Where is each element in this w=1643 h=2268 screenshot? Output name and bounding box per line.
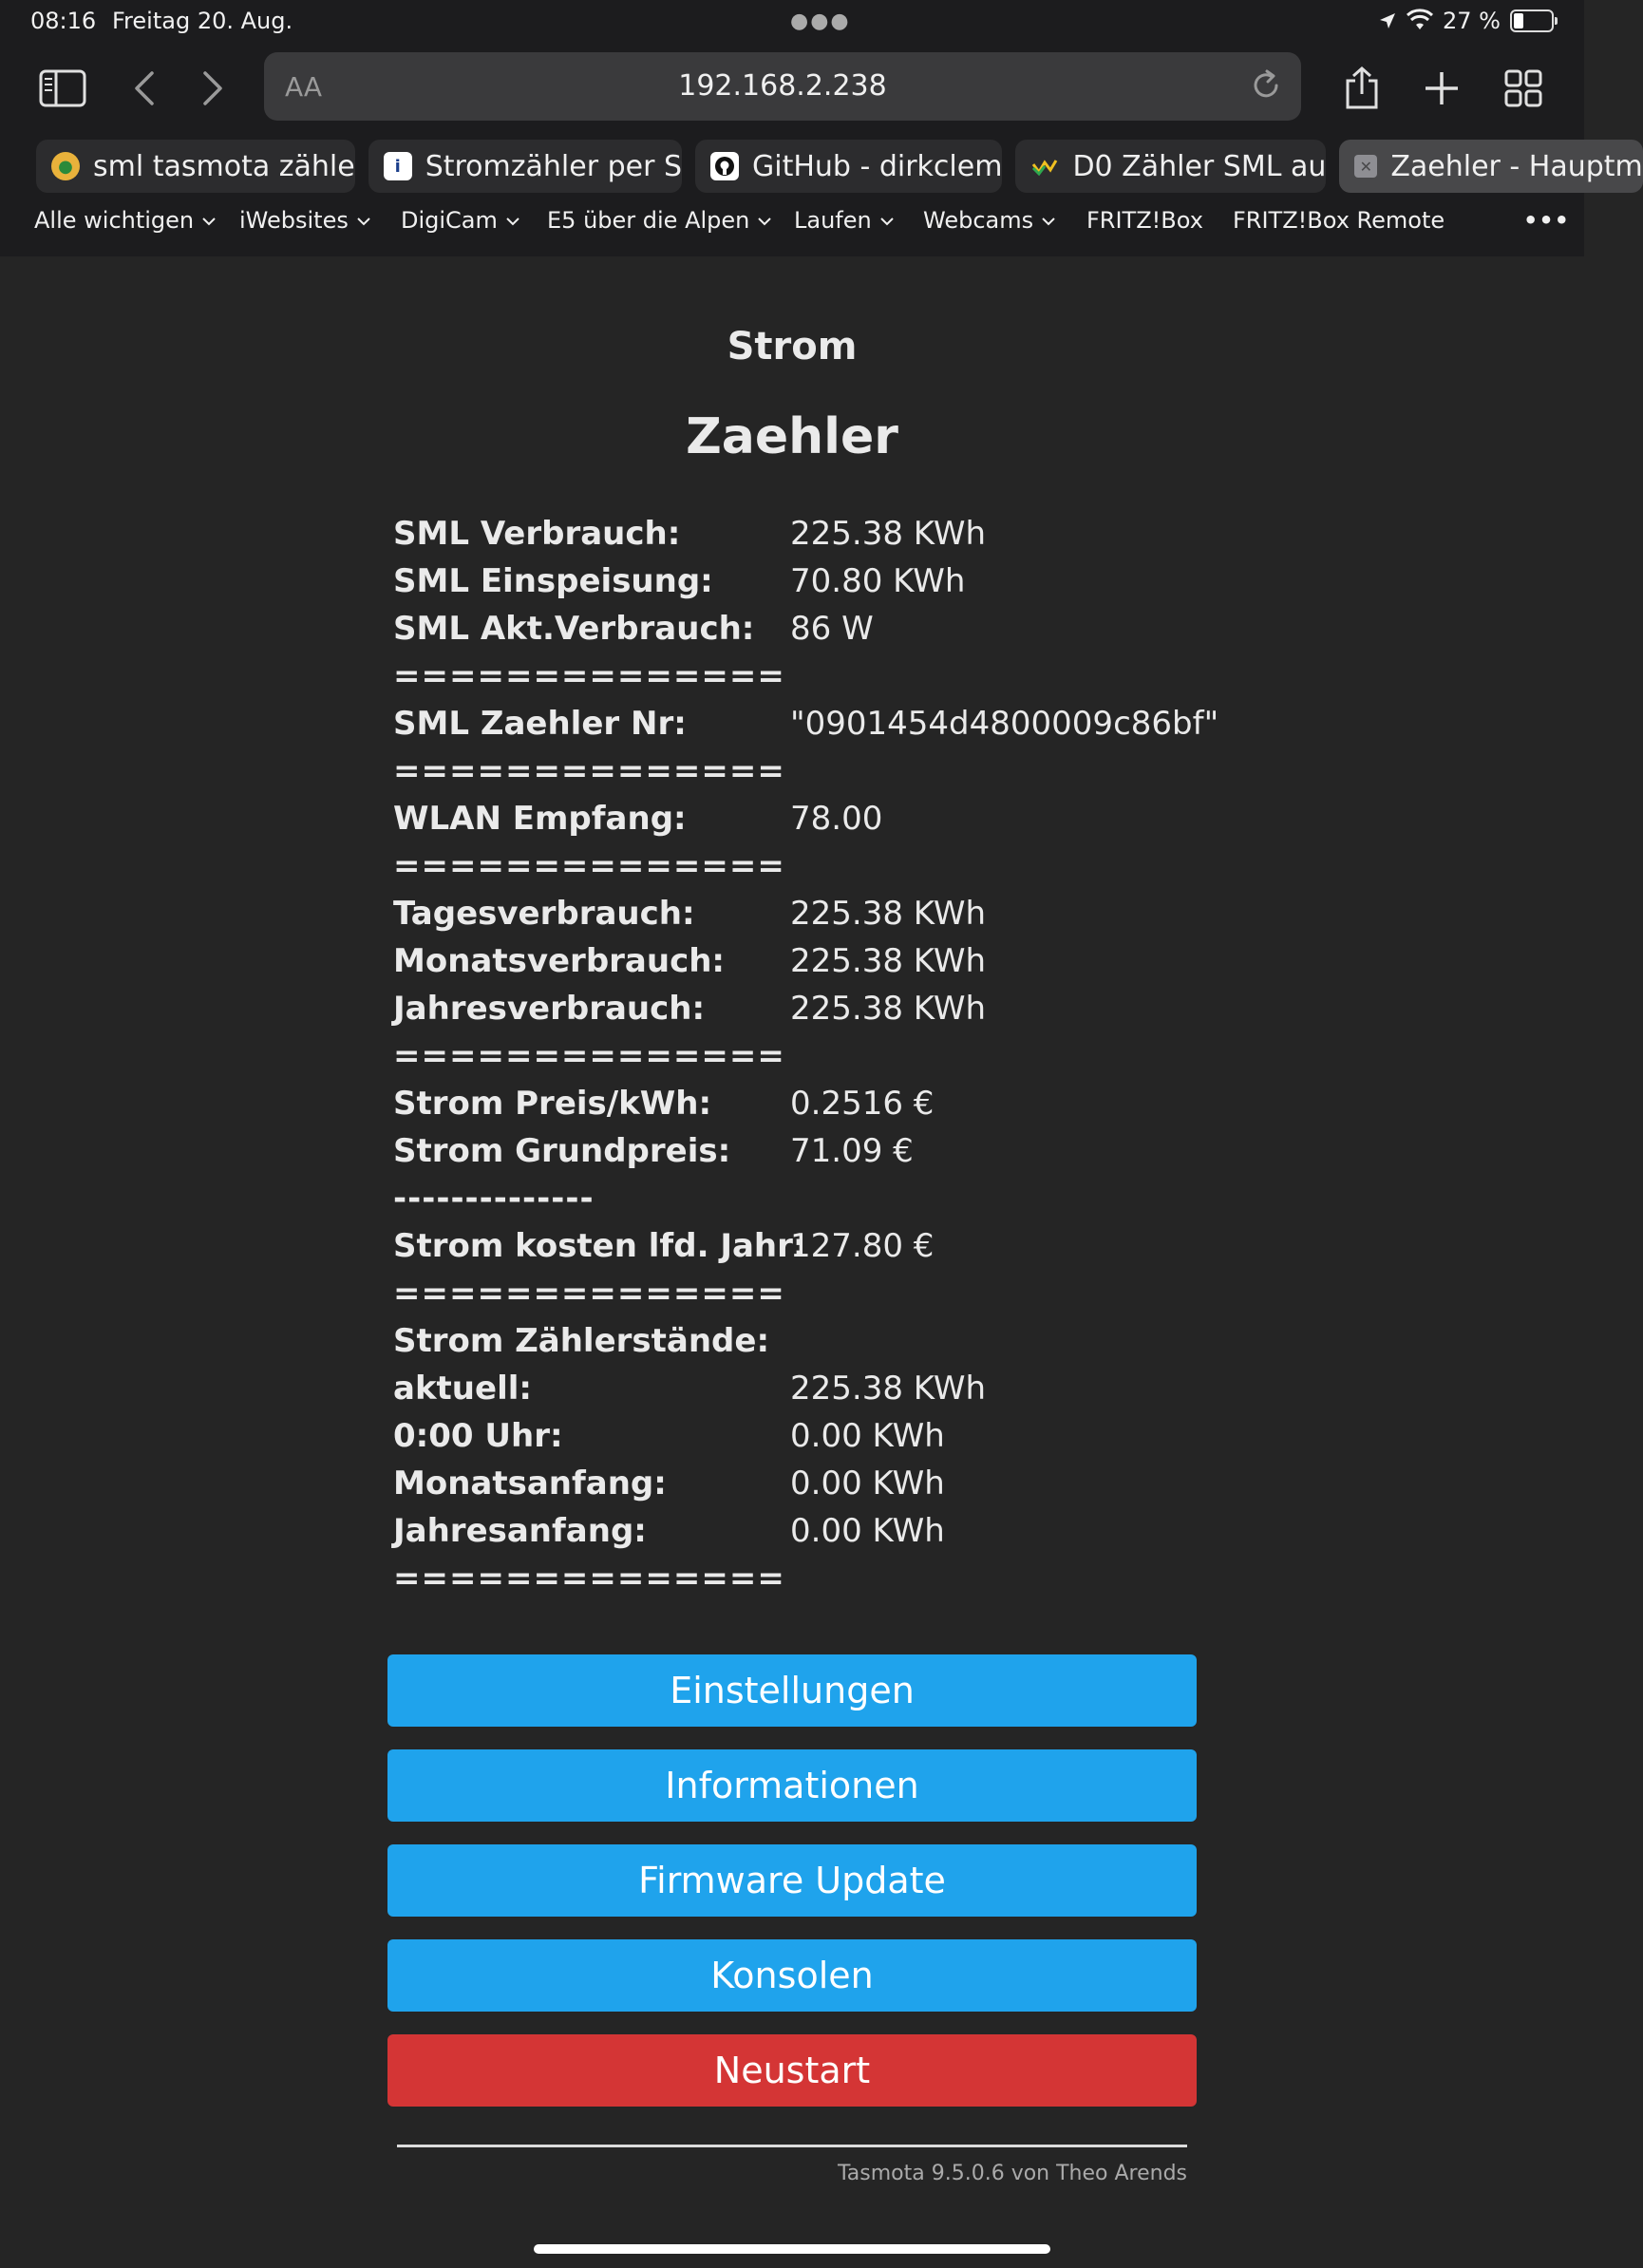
bookmark-folder-iwebsites[interactable] — [239, 207, 371, 234]
row-value: 225.38 KWh — [790, 1370, 987, 1408]
row-value: "0901454d4800009c86bf" — [790, 705, 1219, 743]
reload-icon[interactable] — [1248, 67, 1284, 107]
chevron-down-icon — [757, 217, 772, 226]
browser-toolbar — [0, 52, 1584, 126]
row-value: 70.80 KWh — [790, 562, 966, 600]
row-label: Strom kosten lfd. Jahr: — [393, 1227, 806, 1265]
row-value: 71.09 € — [790, 1132, 914, 1170]
chevron-down-icon — [505, 217, 520, 226]
location-arrow-icon — [1378, 11, 1397, 30]
bookmark-folder-alle-wichtigen[interactable] — [34, 207, 217, 234]
chevron-down-icon — [201, 217, 217, 226]
page-heading: Strom — [727, 325, 858, 369]
row-value: 225.38 KWh — [790, 942, 987, 980]
row-value: 225.38 KWh — [790, 895, 987, 933]
bookmark-fritzbox[interactable] — [1086, 207, 1203, 234]
row-label: ============== — [393, 1037, 785, 1075]
page-title: Zaehler — [686, 408, 898, 465]
row-value: 127.80 € — [790, 1227, 935, 1265]
new-tab-icon[interactable] — [1417, 64, 1466, 113]
row-value: 0.00 KWh — [790, 1417, 945, 1455]
battery-icon — [1510, 9, 1554, 32]
tab-label: D0 Zähler SML au — [1072, 149, 1327, 183]
row-label: 0:00 Uhr: — [393, 1417, 563, 1455]
row-label: Strom Grundpreis: — [393, 1132, 731, 1170]
row-value: 0.2516 € — [790, 1085, 935, 1123]
tab-sml-tasmota[interactable] — [36, 140, 355, 193]
row-label: -------------- — [393, 1180, 595, 1218]
row-label: SML Einspeisung: — [393, 562, 713, 600]
wave-icon — [1030, 152, 1059, 180]
bookmark-label: FRITZ!Box Remote — [1233, 207, 1445, 234]
firmware-update-button[interactable]: Firmware Update — [387, 1844, 1197, 1917]
tab-label: Zaehler - Hauptm — [1390, 149, 1643, 183]
bookmark-label: FRITZ!Box — [1086, 207, 1203, 234]
status-bar — [30, 8, 1554, 38]
consoles-button[interactable]: Konsolen — [387, 1939, 1197, 2012]
bookmark-label: Alle wichtigen — [34, 207, 195, 234]
bookmarks-bar — [34, 207, 1571, 241]
row-value: 0.00 KWh — [790, 1465, 945, 1503]
status-time: 08:16 — [30, 8, 97, 34]
home-indicator[interactable] — [534, 2244, 1050, 2254]
settings-button[interactable]: Einstellungen — [387, 1654, 1197, 1727]
forward-icon[interactable] — [188, 64, 237, 113]
wifi-icon — [1407, 10, 1433, 31]
row-label: SML Zaehler Nr: — [393, 705, 687, 743]
row-label: Monatsverbrauch: — [393, 942, 726, 980]
tab-bar — [36, 140, 1643, 193]
tab-d0-zaehler[interactable] — [1015, 140, 1326, 193]
chevron-down-icon — [356, 217, 371, 226]
sidebar-icon[interactable] — [38, 64, 87, 113]
row-label: WLAN Empfang: — [393, 800, 687, 838]
reader-button[interactable]: AA — [285, 71, 323, 103]
bookmark-label: DigiCam — [401, 207, 498, 234]
chevron-down-icon — [1041, 217, 1056, 226]
battery-percent: 27 % — [1443, 8, 1501, 34]
address-bar[interactable] — [264, 52, 1301, 121]
row-label: ============== — [393, 847, 785, 885]
url-text[interactable]: 192.168.2.238 — [678, 69, 887, 103]
tab-overview-icon[interactable] — [1499, 64, 1548, 113]
footer-divider — [397, 2145, 1187, 2147]
more-bookmarks-icon[interactable]: ••• — [1523, 207, 1571, 234]
bookmark-folder-e5-alpen[interactable] — [547, 207, 772, 234]
row-label: Jahresverbrauch: — [393, 990, 706, 1028]
bookmark-label: E5 über die Alpen — [547, 207, 750, 234]
bookmark-label: Webcams — [923, 207, 1034, 234]
row-value: 225.38 KWh — [790, 515, 987, 553]
row-value: 225.38 KWh — [790, 990, 987, 1028]
bookmark-label: Laufen — [794, 207, 872, 234]
bookmark-folder-webcams[interactable] — [923, 207, 1056, 234]
battery-level — [1514, 13, 1523, 28]
back-icon[interactable] — [120, 64, 169, 113]
row-label: SML Akt.Verbrauch: — [393, 610, 755, 648]
row-label: Strom Preis/kWh: — [393, 1085, 712, 1123]
tab-label: GitHub - dirkclem — [751, 149, 1003, 183]
row-label: aktuell: — [393, 1370, 532, 1408]
row-label: Strom Zählerstände: — [393, 1322, 770, 1360]
bookmark-label: iWebsites — [239, 207, 349, 234]
browser-chrome — [0, 0, 1643, 256]
row-value: 86 W — [790, 610, 874, 648]
row-label: Monatsanfang: — [393, 1465, 667, 1503]
tab-label: sml tasmota zähle — [93, 149, 355, 183]
row-label: SML Verbrauch: — [393, 515, 681, 553]
row-value: 78.00 — [790, 800, 883, 838]
row-label: Tagesverbrauch: — [393, 895, 695, 933]
row-label: ============== — [393, 1275, 785, 1313]
bookmark-fritzbox-remote[interactable] — [1233, 207, 1445, 234]
footer-credits: Tasmota 9.5.0.6 von Theo Arends — [838, 2162, 1187, 2185]
bookmark-folder-laufen[interactable] — [794, 207, 895, 234]
restart-button[interactable]: Neustart — [387, 2034, 1197, 2107]
info-site-icon: i — [384, 152, 412, 180]
bookmark-folder-digicam[interactable] — [401, 207, 520, 234]
close-tab-icon[interactable]: ✕ — [1354, 155, 1377, 178]
row-value: 0.00 KWh — [790, 1512, 945, 1550]
tab-zaehler-active[interactable] — [1339, 140, 1642, 193]
tab-stromzaehler[interactable] — [368, 140, 682, 193]
github-icon — [710, 152, 739, 180]
chevron-down-icon — [879, 217, 895, 226]
tab-github[interactable] — [695, 140, 1002, 193]
status-date: Freitag 20. Aug. — [112, 8, 293, 34]
row-label: ============== — [393, 1559, 785, 1597]
share-icon[interactable] — [1337, 64, 1387, 113]
multitasking-dots-icon[interactable]: ●●● — [790, 9, 851, 33]
row-label: Jahresanfang: — [393, 1512, 647, 1550]
globe-icon: ● — [51, 152, 80, 180]
tab-label: Stromzähler per S — [425, 149, 682, 183]
row-label: ============== — [393, 657, 785, 695]
information-button[interactable]: Informationen — [387, 1749, 1197, 1822]
row-label: ============== — [393, 752, 785, 790]
